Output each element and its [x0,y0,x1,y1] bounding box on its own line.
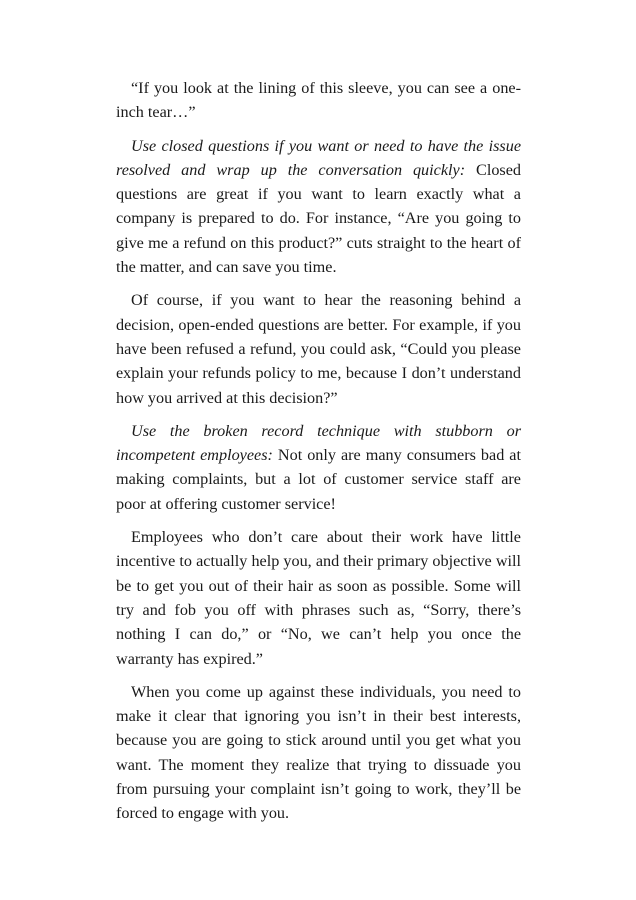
paragraph-text: Closed questions are great if you want to learn exactly what a company is prepared to do. For instance, “Are you going to give me a refund on this product?” cuts straight to the heart of the matter, and can save you time. [116,160,522,277]
paragraph-italic-lead: Use the broken record technique with stubborn or incompetent employees: [116,421,521,465]
paragraph-italic-lead: Use closed questions if you want or need to have the issue resolved and wrap up the conversation quickly: [116,136,521,179]
paragraph-text: Of course, if you want to hear the reasoning behind a decision, open-ended questions are better. For example, if you have been refused a refund, you could ask, “Could you please explain your refunds policy to me, because I don’t understand how you arrived at this decision?” [116,291,521,407]
paragraph-quote [116,76,521,125]
paragraph-text: “If you look at the lining of this sleeve, you can see a one-inch tear…” [116,79,521,122]
paragraph-open-ended [116,288,521,409]
page-body [116,76,521,835]
paragraph-text: Employees who don’t care about their work have little incentive to actually help you, and their primary objective will be to get you out of their hair as soon as possible. Some will try and fob you off with phrases such as, “Sorry, there’s nothing I can do,” or “No, we can’t help you once the warranty has expired.” [116,528,521,668]
paragraph-text: When you come up against these individuals, you need to make it clear that ignoring you isn’t in their best interests, because you are going to stick around until you get what you want. The moment they realize that trying to dissuade you from pursuing your complaint isn’t going to work, they’ll be forced to engage with you. [116,682,521,823]
paragraph-employees [116,525,521,671]
paragraph-text: Not only are many consumers bad at making complaints, but a lot of customer service staff are poor at offering customer service! [116,446,521,513]
paragraph-broken-record [116,419,521,516]
paragraph-individuals [116,680,521,826]
paragraph-closed-questions [116,134,521,280]
